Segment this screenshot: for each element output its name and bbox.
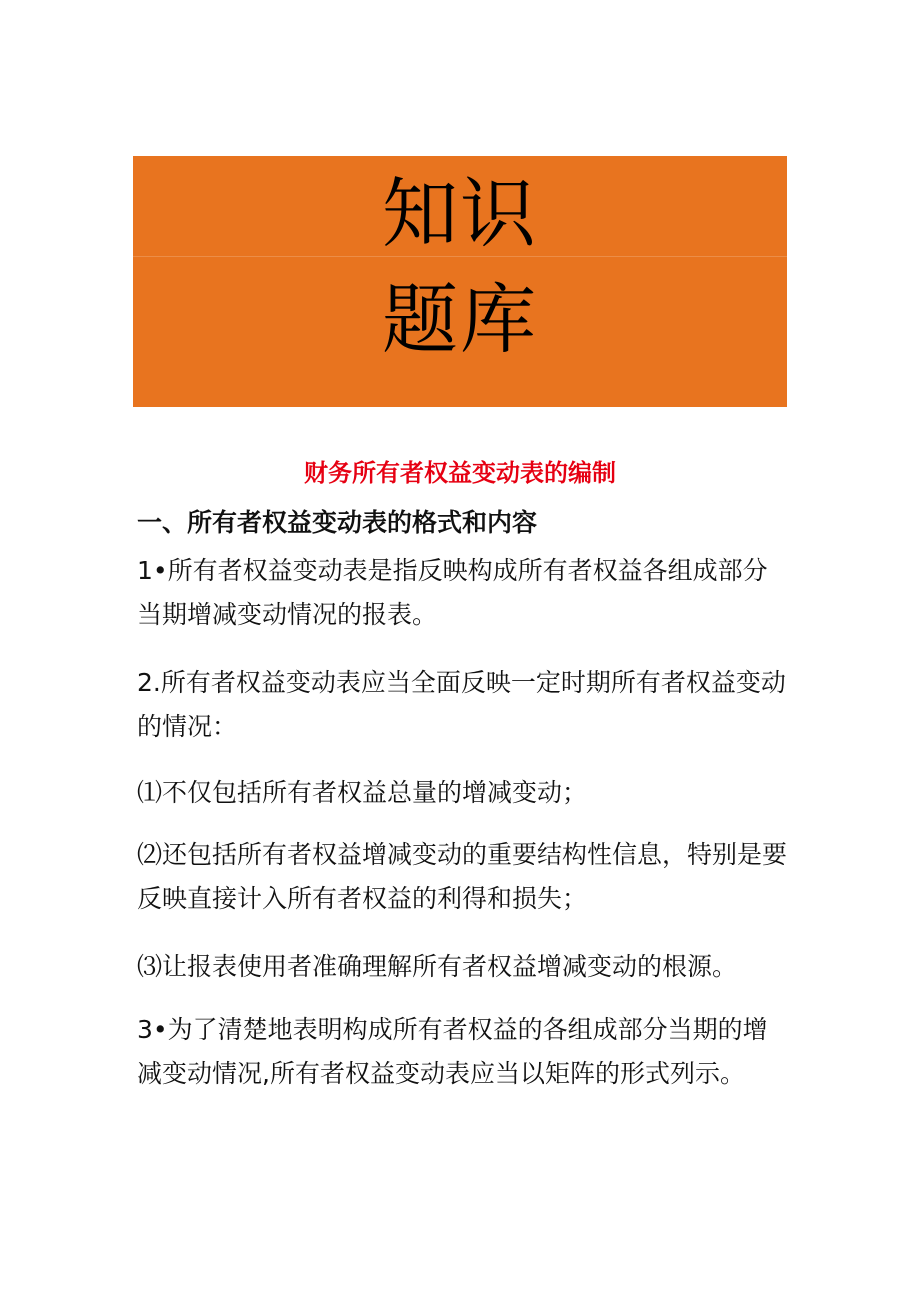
paragraph: ⑵还包括所有者权益增减变动的重要结构性信息，特别是要反映直接计入所有者权益的利得和损失； [137, 840, 788, 913]
paragraph: ⑶让报表使用者准确理解所有者权益增减变动的根源。 [137, 952, 738, 981]
paragraph: 1•所有者权益变动表是指反映构成所有者权益各组成部分当期增减变动情况的报表。 [137, 556, 768, 629]
paragraph: 3•为了清楚地表明构成所有者权益的各组成部分当期的增减变动情况,所有者权益变动表应当以矩阵的形式列示。 [137, 1015, 768, 1088]
banner-line-2: 题库 [382, 275, 538, 364]
paragraph: 2.所有者权益变动表应当全面反映一定时期所有者权益变动的情况： [137, 668, 786, 741]
document-title: 财务所有者权益变动表的编制 [304, 459, 616, 487]
section-heading: 一、所有者权益变动表的格式和内容 [137, 508, 538, 537]
banner-line-1: 知识 [382, 169, 538, 258]
paragraph: ⑴不仅包括所有者权益总量的增减变动； [137, 778, 588, 807]
